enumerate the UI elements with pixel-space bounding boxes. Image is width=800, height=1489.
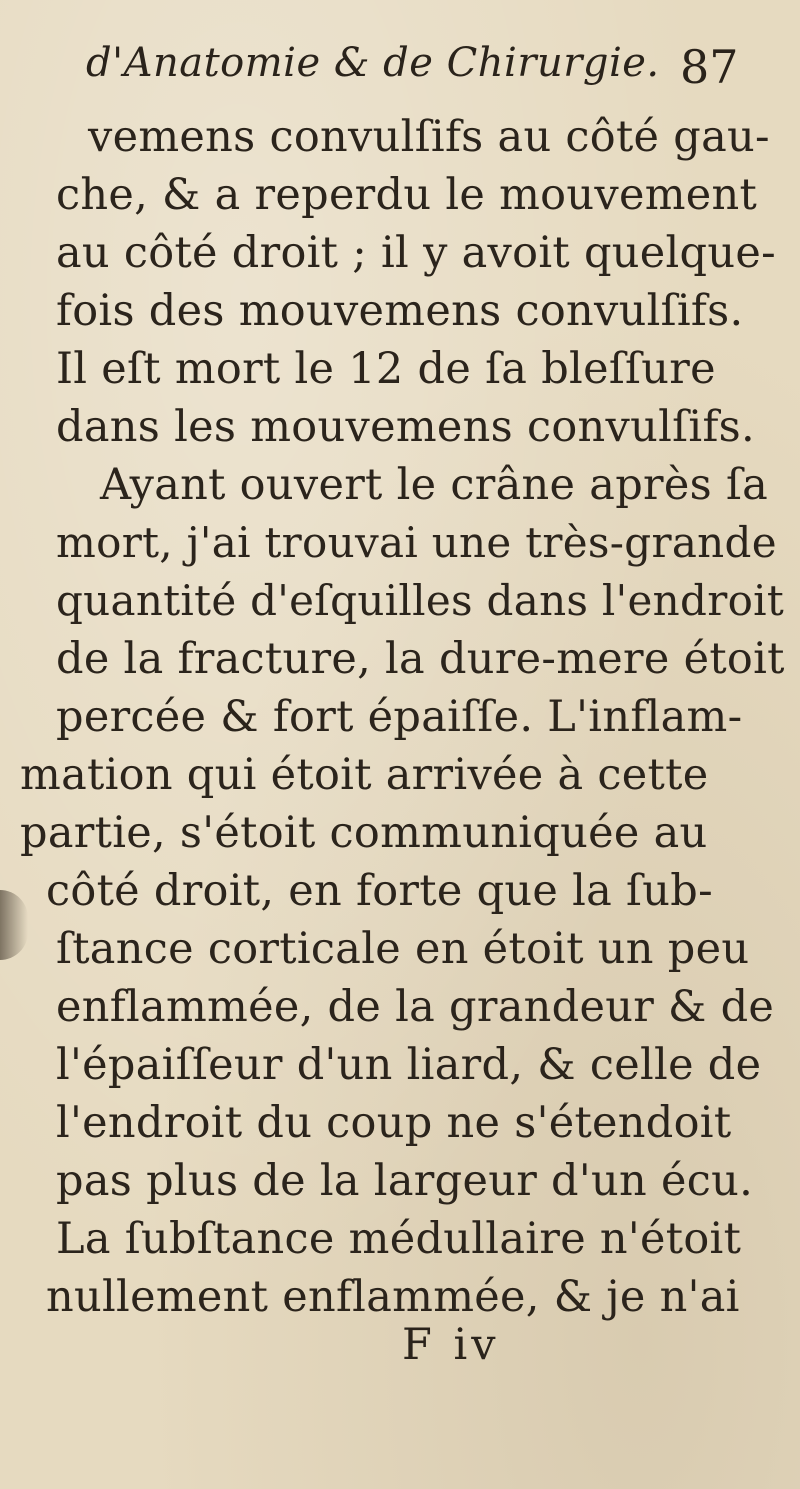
- signature-mark: F iv: [402, 1320, 500, 1370]
- text-line: partie, s'étoit communiquée au: [20, 808, 708, 858]
- text-line: mort, j'ai trouvai une très-grande: [56, 518, 777, 567]
- text-line: nullement enflammée, & je n'ai: [46, 1272, 740, 1322]
- text-line: de la fracture, la dure-mere étoit: [56, 634, 785, 684]
- text-line: quantité d'eſquilles dans l'endroit: [56, 576, 785, 625]
- text-line: che, & a reperdu le mouvement: [56, 170, 758, 220]
- text-line: Ayant ouvert le crâne après ſa: [100, 460, 769, 510]
- running-title: d'Anatomie & de Chirurgie.: [86, 40, 660, 86]
- text-line: pas plus de la largeur d'un écu.: [56, 1156, 754, 1206]
- text-line: dans les mouvemens convulſifs.: [56, 402, 755, 452]
- text-line: côté droit, en forte que la ſub-: [46, 866, 713, 916]
- text-line: mation qui étoit arrivée à cette: [20, 750, 709, 800]
- text-line: percée & fort épaiſſe. L'inflam-: [56, 692, 743, 742]
- page-header: [0, 38, 800, 108]
- page-number: 87: [680, 40, 739, 94]
- text-line: au côté droit ; il y avoit quelque-: [56, 228, 776, 278]
- text-line: vemens convulſifs au côté gau-: [88, 112, 770, 162]
- text-line: l'épaiſſeur d'un liard, & celle de: [56, 1040, 762, 1090]
- text-line: La ſubſtance médullaire n'étoit: [56, 1214, 742, 1264]
- text-line: l'endroit du coup ne s'étendoit: [56, 1098, 732, 1148]
- text-line: fois des mouvemens convulſifs.: [56, 286, 744, 336]
- text-line: enflammée, de la grandeur & de: [56, 982, 775, 1032]
- binding-shadow: [0, 890, 28, 960]
- text-line: Il eſt mort le 12 de ſa bleſſure: [56, 344, 716, 394]
- text-line: ſtance corticale en étoit un peu: [56, 924, 750, 974]
